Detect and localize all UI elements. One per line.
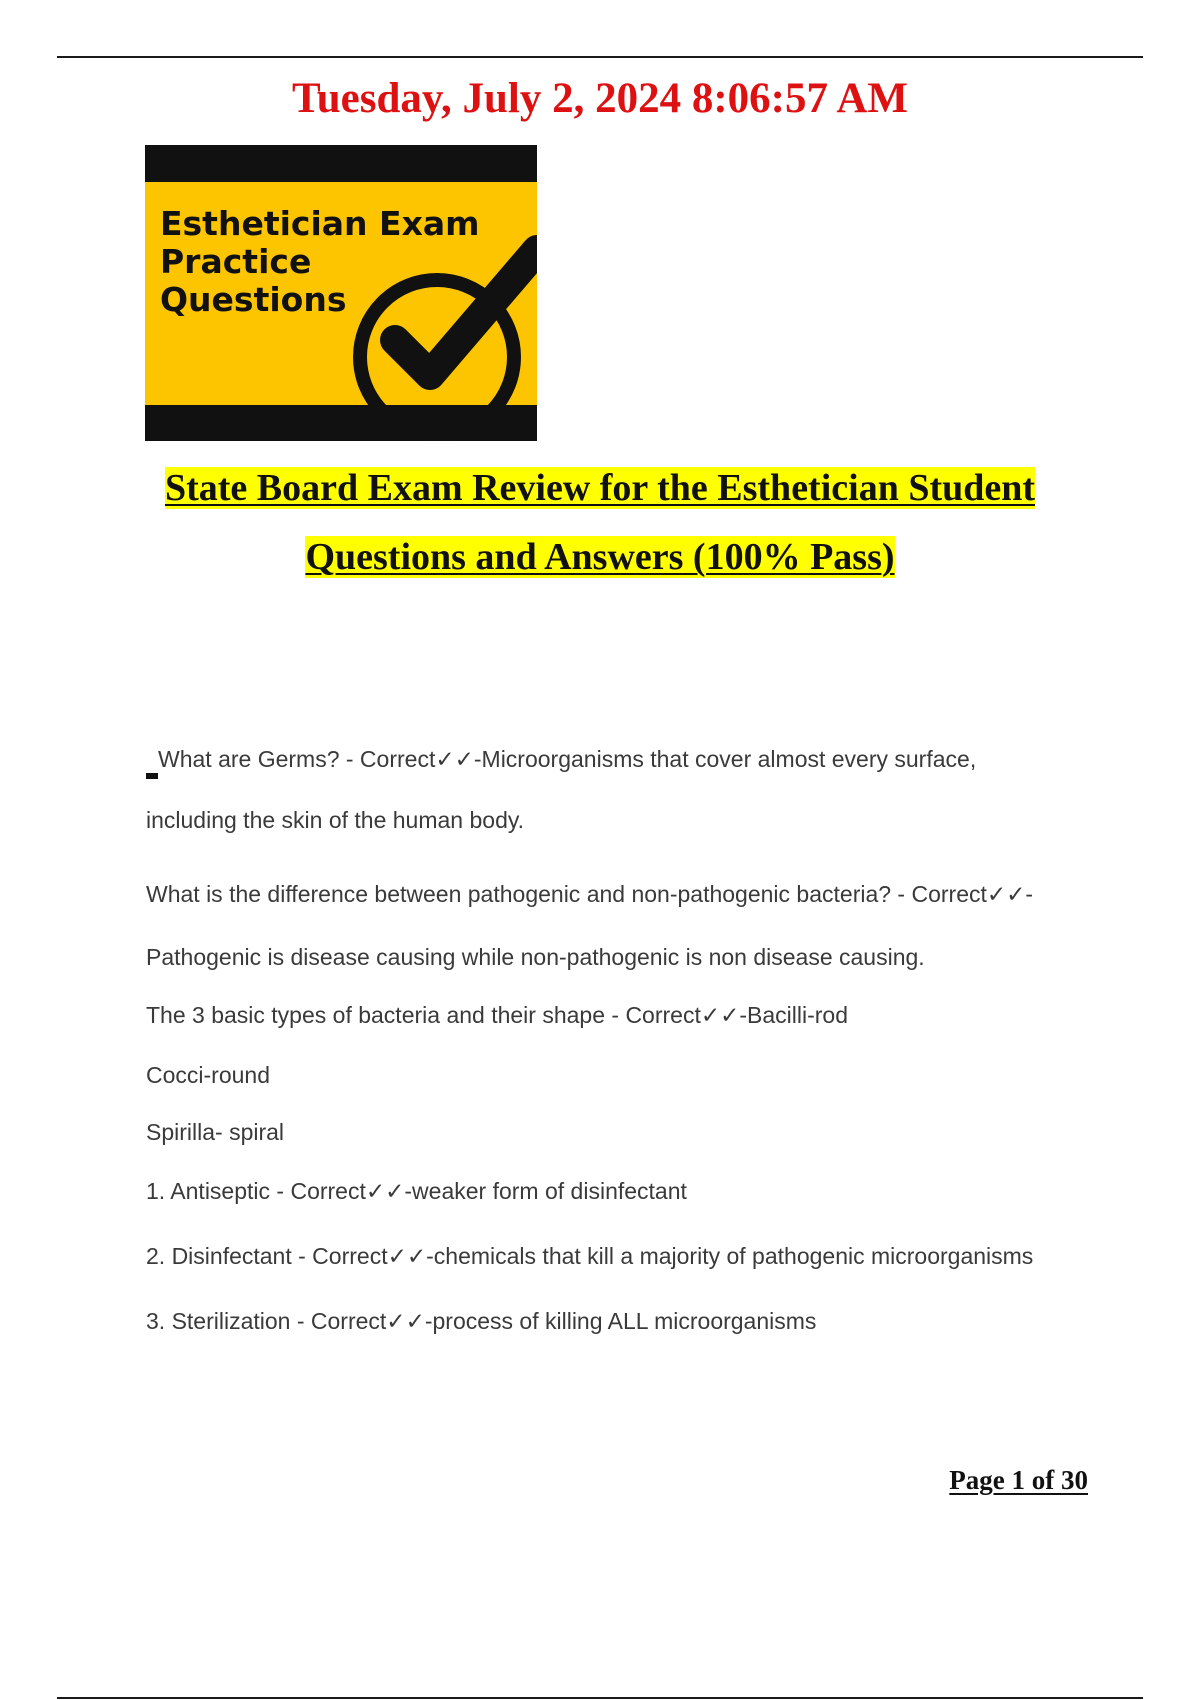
- qa-line-10: 3. Sterilization - Correct✓✓-process of killing ALL microorganisms: [146, 1308, 817, 1334]
- document-title-line-2-text: Questions and Answers (100% Pass): [305, 536, 895, 578]
- list-marker: [146, 773, 158, 779]
- logo-line-1: Esthetician Exam: [160, 204, 480, 243]
- qa-line-6: Cocci-round: [146, 1062, 270, 1088]
- timestamp-text: Tuesday, July 2, 2024 8:06:57 AM: [291, 75, 909, 122]
- document-title-line-1: [0, 464, 1200, 512]
- qa-line-5: The 3 basic types of bacteria and their shape - Correct✓✓-Bacilli-rod: [146, 1002, 849, 1028]
- document-title-line-1-text: State Board Exam Review for the Esthetician Student: [164, 467, 1036, 509]
- logo-image: [145, 145, 537, 441]
- timestamp: [0, 72, 1200, 126]
- qa-line-1: What are Germs? - Correct✓✓-Microorganisms that cover almost every surface,: [158, 746, 977, 772]
- document-title-line-2: [0, 533, 1200, 581]
- page-number: Page 1 of 30: [949, 1465, 1088, 1495]
- qa-line-9: 2. Disinfectant - Correct✓✓-chemicals that kill a majority of pathogenic microorganisms: [146, 1243, 1034, 1269]
- qa-line-3: What is the difference between pathogenic and non-pathogenic bacteria? - Correct✓✓-: [146, 881, 1034, 907]
- qa-line-4: Pathogenic is disease causing while non-pathogenic is non disease causing.: [146, 944, 925, 970]
- top-rule: [57, 56, 1143, 58]
- logo-line-3: Questions: [160, 280, 347, 319]
- qa-line-7: Spirilla- spiral: [146, 1119, 285, 1145]
- qa-line-2: including the skin of the human body.: [146, 807, 525, 833]
- qa-line-8: 1. Antiseptic - Correct✓✓-weaker form of disinfectant: [146, 1178, 687, 1204]
- logo-top-band: [145, 145, 537, 182]
- bottom-rule: [57, 1697, 1143, 1699]
- logo-line-2: Practice: [160, 242, 312, 281]
